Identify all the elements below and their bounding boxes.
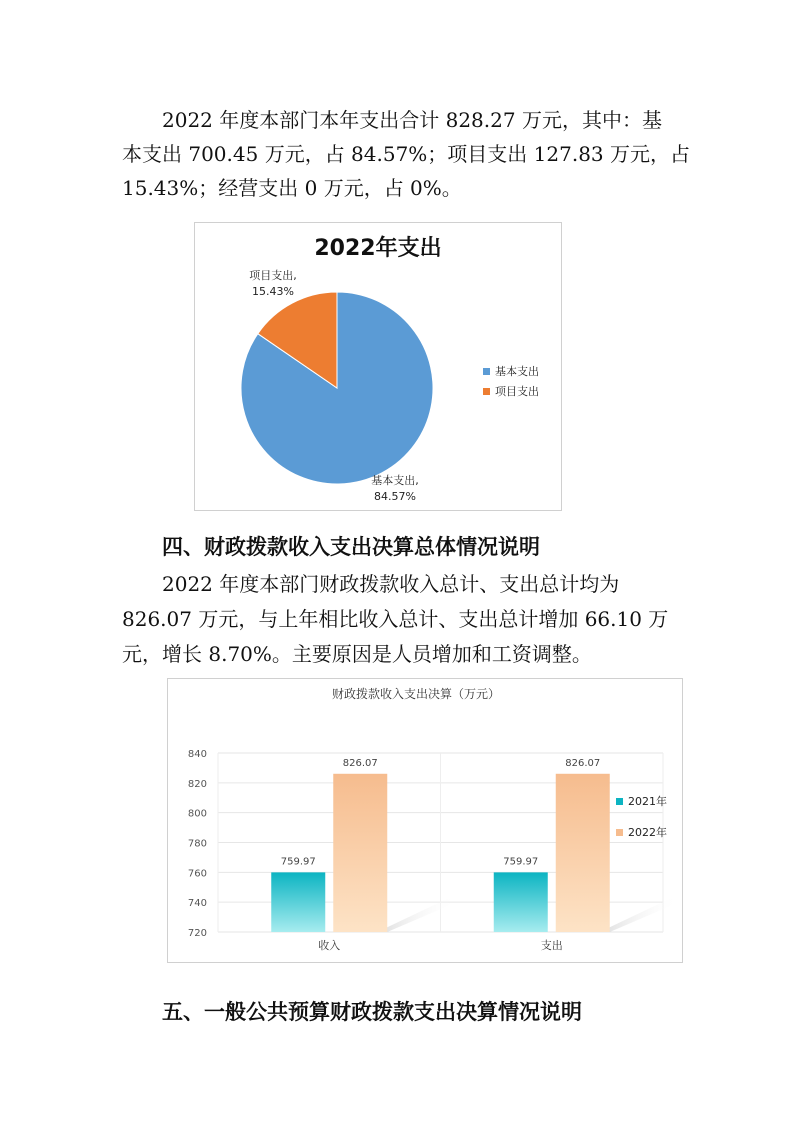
pie-label-basic-name: 基本支出, bbox=[371, 474, 419, 487]
section-heading-4: 四、财政拨款收入支出决算总体情况说明 bbox=[162, 535, 540, 559]
section-heading-5: 五、一般公共预算财政拨款支出决算情况说明 bbox=[162, 1000, 582, 1024]
bar-y-tick-label: 780 bbox=[187, 838, 207, 850]
bar-value-label: 826.07 bbox=[342, 757, 378, 769]
bar-legend-swatch-2021 bbox=[616, 798, 623, 805]
bar-y-tick-label: 820 bbox=[187, 778, 207, 790]
paragraph-2-line-2: 826.07 万元，与上年相比收入总计、支出总计增加 66.10 万 bbox=[122, 607, 669, 631]
bar-收入-2022年 bbox=[333, 774, 387, 932]
bar-支出-2021年 bbox=[494, 872, 548, 932]
paragraph-1-line-1: 2022 年度本部门本年支出合计 828.27 万元，其中：基 bbox=[162, 108, 662, 132]
bar-legend-2022: 2022年 bbox=[628, 826, 667, 839]
pie-chart-box bbox=[194, 222, 562, 511]
bar-y-tick-label: 760 bbox=[187, 868, 207, 880]
bar-value-label: 759.97 bbox=[503, 856, 539, 868]
paragraph-2-line-1: 2022 年度本部门财政拨款收入总计、支出总计均为 bbox=[162, 572, 620, 596]
bar-shadow bbox=[377, 894, 457, 932]
bar-支出-2022年 bbox=[556, 774, 610, 932]
bar-legend-2021: 2021年 bbox=[628, 795, 667, 808]
pie-label-basic-value: 84.57% bbox=[374, 490, 416, 503]
bar-收入-2021年 bbox=[271, 872, 325, 932]
pie-legend-swatch-project bbox=[483, 388, 490, 395]
bar-y-tick-label: 800 bbox=[187, 808, 207, 820]
bar-value-label: 759.97 bbox=[280, 856, 316, 868]
pie-legend-project: 项目支出 bbox=[495, 385, 539, 398]
bar-y-tick-label: 720 bbox=[187, 928, 207, 939]
bar-chart bbox=[168, 679, 682, 962]
bar-x-tick-label: 收入 bbox=[318, 939, 341, 952]
pie-label-project-value: 15.43% bbox=[252, 285, 294, 298]
pie-label-project-name: 项目支出, bbox=[249, 269, 297, 282]
paragraph-1-line-2: 本支出 700.45 万元，占 84.57%；项目支出 127.83 万元，占 bbox=[122, 142, 691, 166]
bar-y-tick-label: 840 bbox=[187, 749, 207, 760]
bar-x-tick-label: 支出 bbox=[540, 939, 563, 952]
bar-value-label: 826.07 bbox=[565, 757, 601, 769]
bar-chart-title: 财政拨款收入支出决算（万元） bbox=[331, 687, 501, 701]
bar-chart-box bbox=[167, 678, 683, 963]
paragraph-1-line-3: 15.43%；经营支出 0 万元，占 0%。 bbox=[122, 176, 462, 200]
pie-legend-swatch-basic bbox=[483, 368, 490, 375]
bar-y-tick-label: 740 bbox=[187, 898, 207, 910]
bar-legend-swatch-2022 bbox=[616, 829, 623, 836]
pie-chart-title: 2022年支出 bbox=[314, 236, 442, 261]
pie-chart bbox=[195, 223, 561, 510]
paragraph-2-line-3: 元，增长 8.70%。主要原因是人员增加和工资调整。 bbox=[122, 642, 592, 666]
bar-shadow bbox=[600, 894, 680, 932]
pie-legend-basic: 基本支出 bbox=[495, 365, 539, 378]
